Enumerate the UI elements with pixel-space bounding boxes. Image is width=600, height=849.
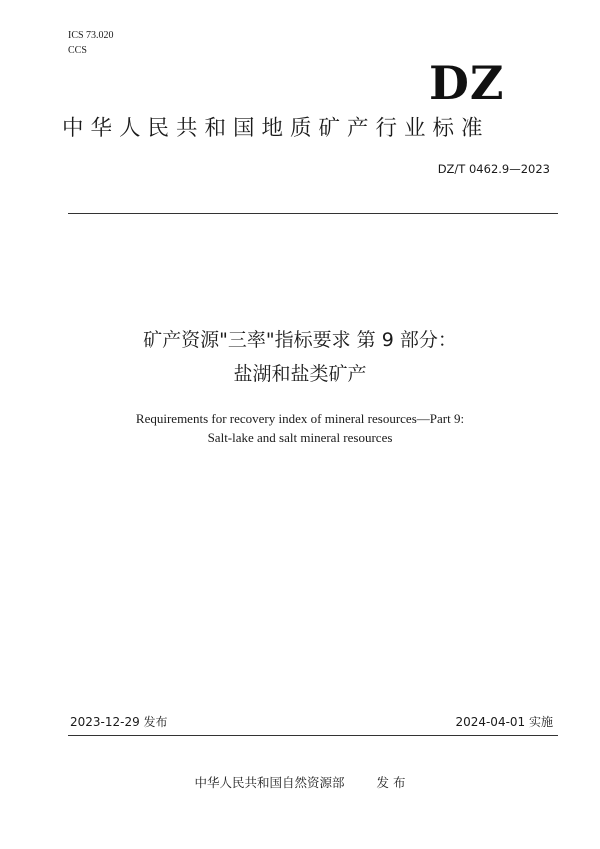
issuer-action: 发 布 [376,775,406,790]
issuer-line [0,777,600,790]
issuer-name: 中华人民共和国自然资源部 [194,775,345,790]
ics-code: ICS 73.020 [68,30,114,41]
title-zh-line1: 矿产资源"三率"指标要求 第 9 部分： [143,329,457,351]
top-divider [68,213,558,214]
dz-logo: DZ [429,56,505,110]
title-en-line2: Salt-lake and salt mineral resources [207,430,393,445]
title-en-line1: Requirements for recovery index of mineral resources—Part 9: [135,411,465,426]
standard-number: DZ/T 0462.9—2023 [437,162,550,176]
ccs-code: CCS [68,45,87,56]
effective-date: 2024-04-01 实施 [455,715,553,729]
publish-date: 2023-12-29 发布 [70,715,168,729]
standard-type-title: 中华人民共和国地质矿产行业标准 [62,116,490,141]
title-zh-line2: 盐湖和盐类矿产 [233,363,367,385]
classification-codes [68,28,114,58]
bottom-divider [68,735,558,736]
